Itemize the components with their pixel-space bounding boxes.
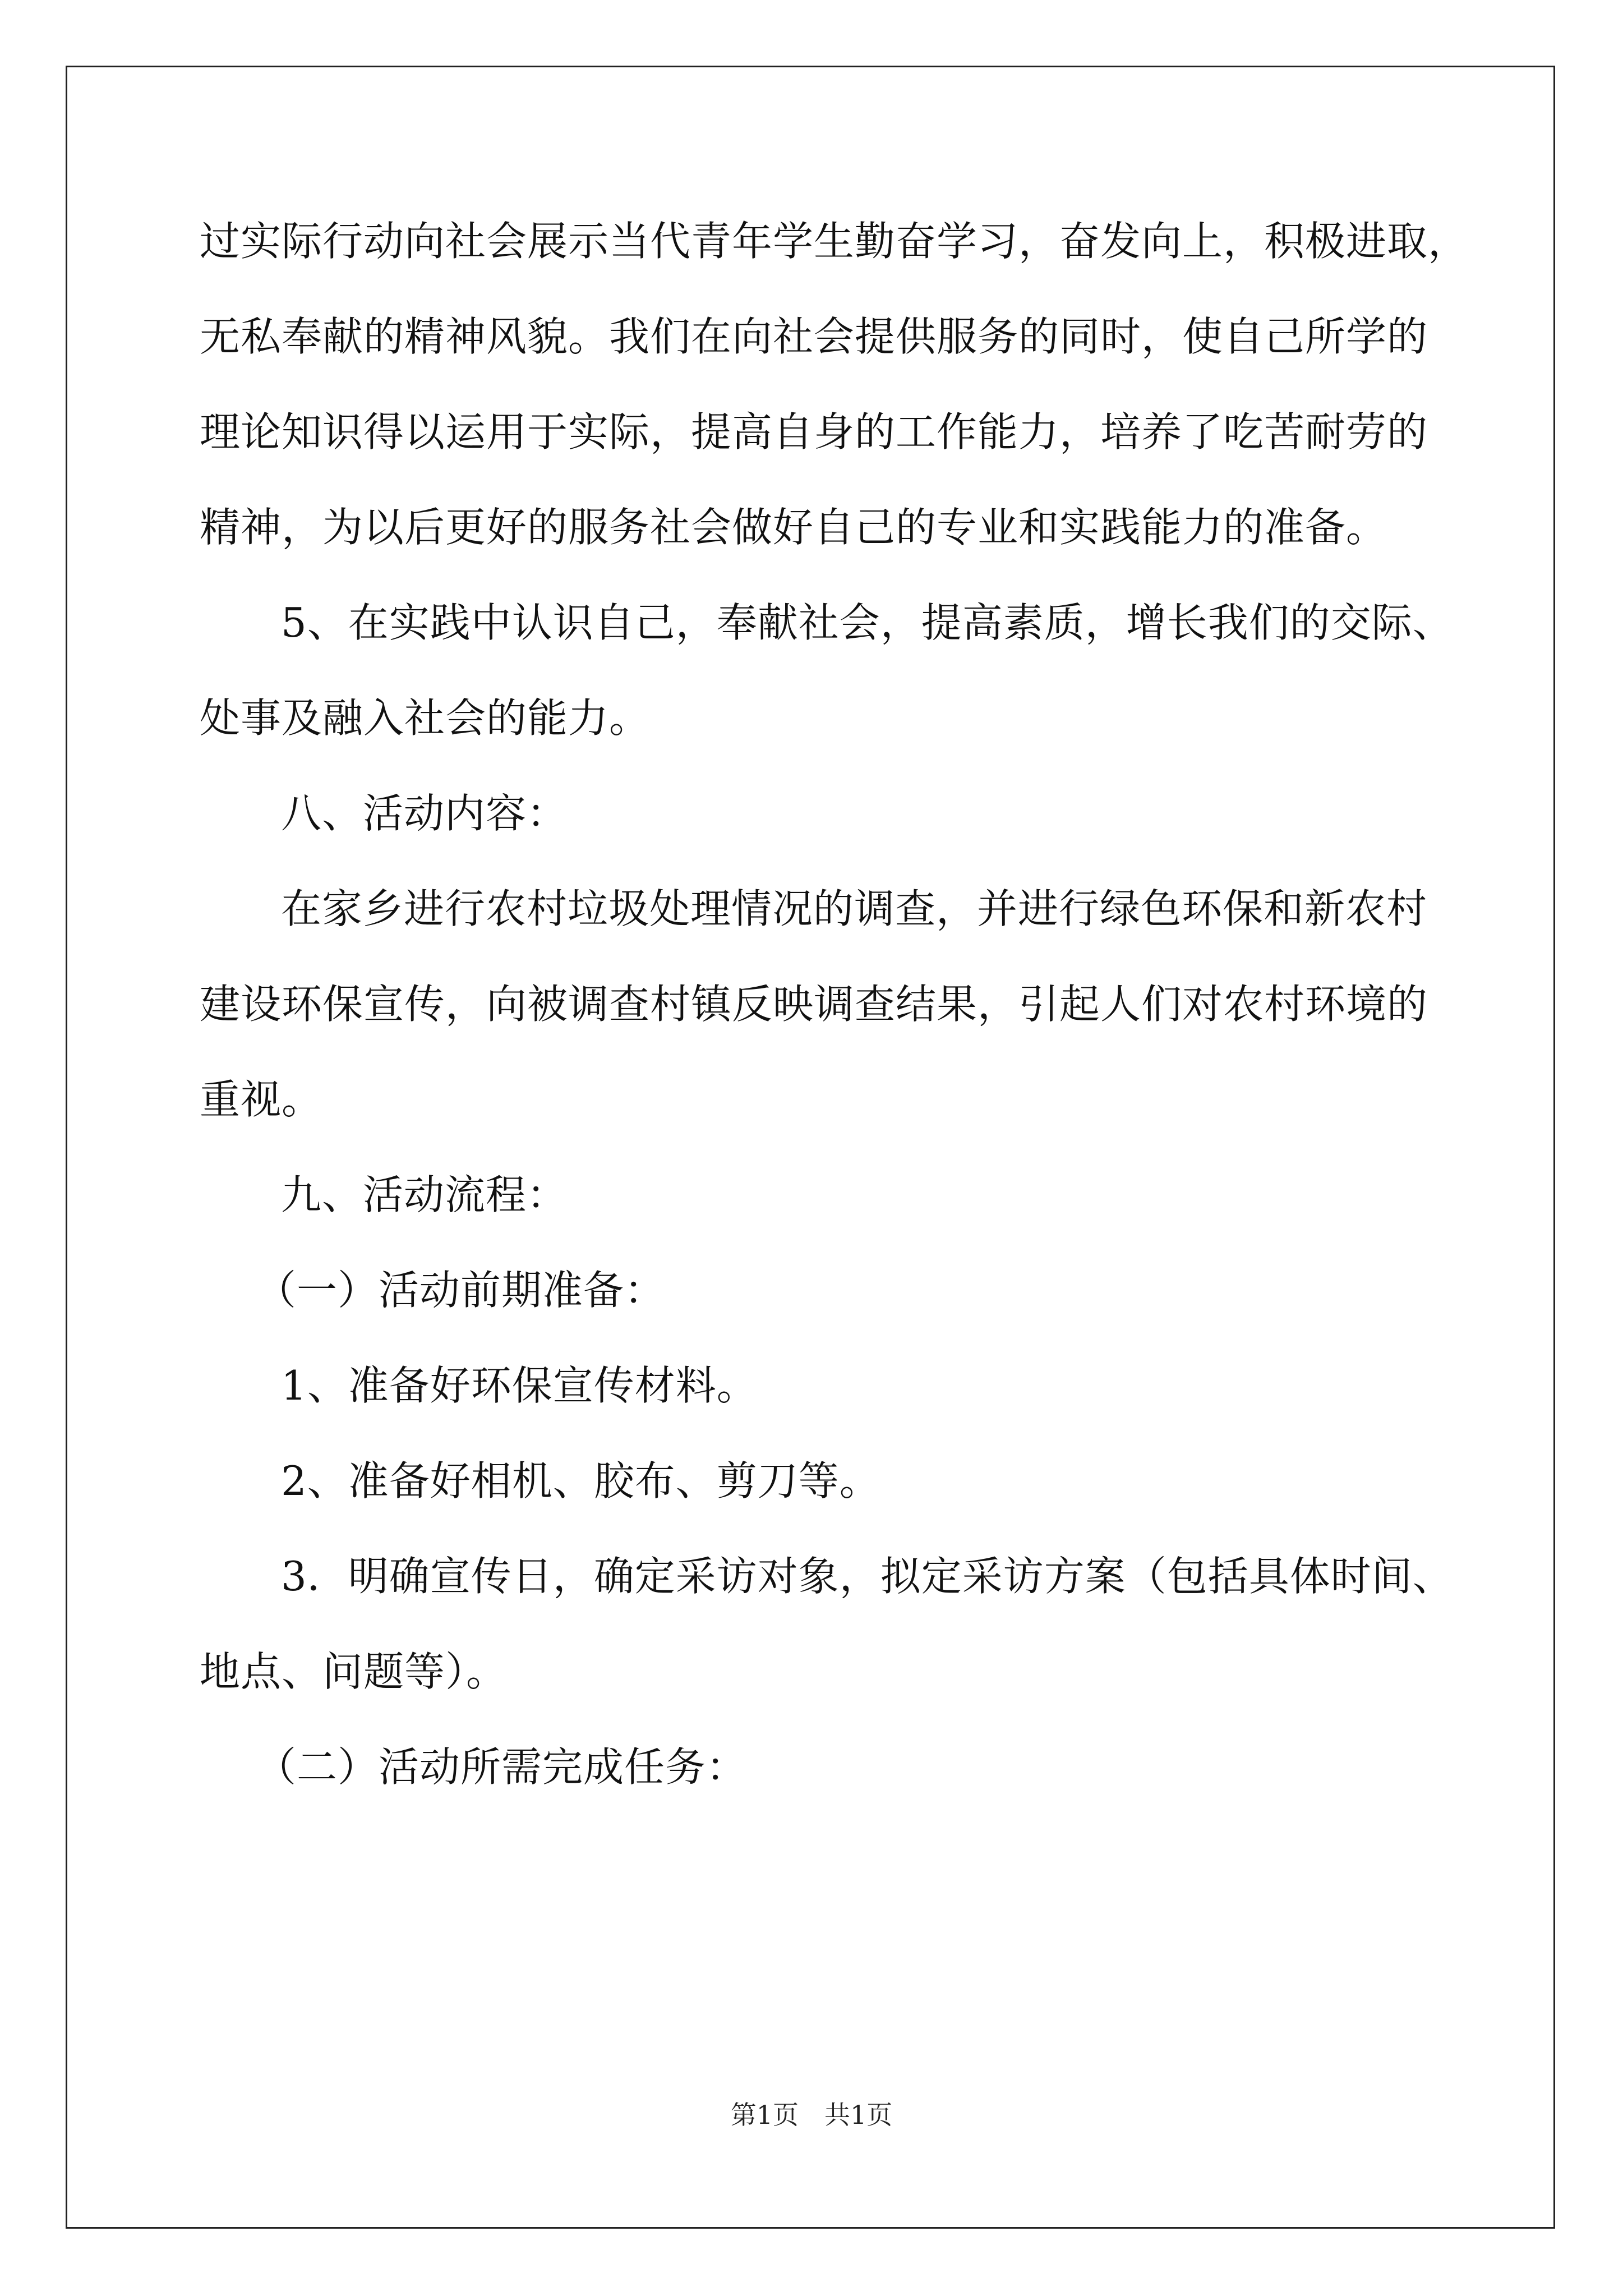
subsection-heading: （二）活动所需完成任务： (256, 1743, 748, 1791)
text-line: 理论知识得以运用于实际，提高自身的工作能力，培养了吃苦耐劳的 (200, 408, 1428, 455)
list-item: 3．明确宣传日，确定采访对象，拟定采访方案（包括具体时间、 (281, 1553, 1454, 1600)
text-line: 处事及融入社会的能力。 (200, 694, 651, 742)
page-number: 第1页 共1页 (730, 2100, 893, 2130)
text-line: 建设环保宣传，向被调查村镇反映调查结果，引起人们对农村环境的 (200, 981, 1428, 1028)
text-line: 在家乡进行农村垃圾处理情况的调查，并进行绿色环保和新农村 (281, 885, 1428, 932)
page-border (66, 66, 1555, 2229)
text-line: 重视。 (200, 1076, 323, 1123)
text-line: 无私奉献的精神风貌。我们在向社会提供服务的同时，使自己所学的 (200, 313, 1428, 360)
section-heading: 八、活动内容： (281, 790, 568, 837)
list-item: 1、准备好环保宣传材料。 (281, 1362, 758, 1409)
text-line: 5、在实践中认识自己，奉献社会，提高素质，增长我们的交际、 (281, 599, 1454, 646)
subsection-heading: （一）活动前期准备： (256, 1267, 666, 1314)
text-line: 过实际行动向社会展示当代青年学生勤奋学习，奋发向上，积极进取， (200, 218, 1469, 265)
text-line: 精神，为以后更好的服务社会做好自己的专业和实践能力的准备。 (200, 504, 1387, 551)
list-item: 2、准备好相机、胶布、剪刀等。 (281, 1457, 880, 1504)
text-line: 地点、问题等）。 (200, 1648, 508, 1695)
section-heading: 九、活动流程： (281, 1171, 568, 1218)
